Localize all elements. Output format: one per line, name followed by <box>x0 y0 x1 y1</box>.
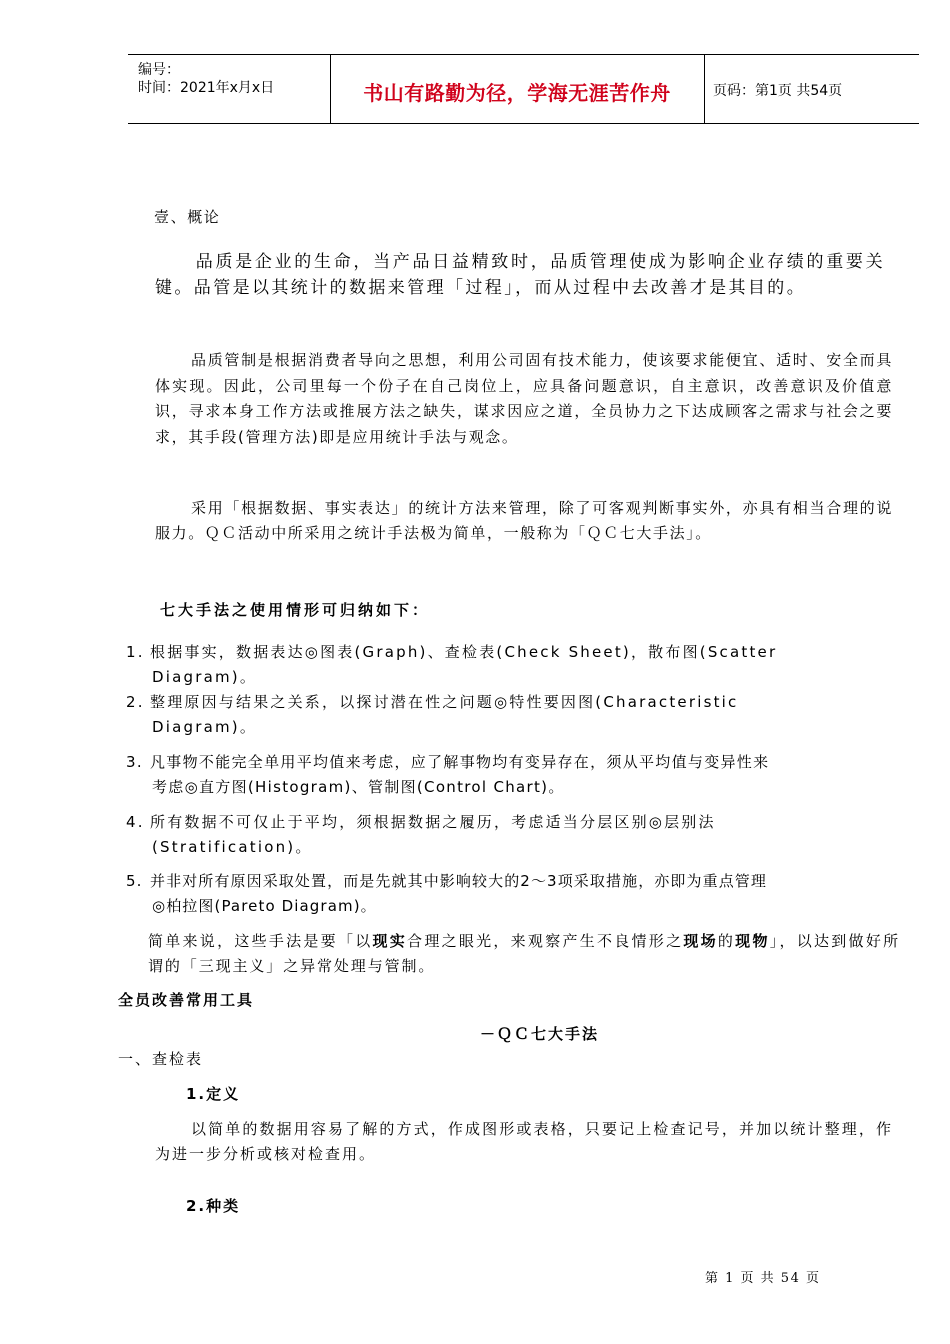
list-line-2: ◎柏拉图(Pareto Diagram)。 <box>152 897 377 915</box>
summary-text-part: 简单来说，这些手法是要「以 <box>148 932 373 950</box>
list-line-1: 整理原因与结果之关系，以探讨潜在性之问题◎特性要因图(Characteristic <box>150 693 739 711</box>
list-number: 1. <box>126 643 145 661</box>
list-line-2: Diagram)。 <box>152 668 258 686</box>
intro-paragraph-2: 品质管制是根据消费者导向之思想，利用公司固有技术能力，使该要求能便宜、适时、安全而具体实现。因此，公司里每一个份子在自己岗位上，应具备问题意识，自主意识，改善意识及价值意识，寻求本身工作方法或推展方法之缺失，谋求因应之道，全员协力之下达成顾客之需求与社会之要求，其手段(管理方法)即是应用统计手法与观念。 <box>155 351 893 446</box>
summary-text-part: 的 <box>717 932 736 950</box>
list-number: 3. <box>126 753 143 771</box>
section-title: 壹、概论 <box>154 208 221 226</box>
summary-emphasis: 现场 <box>683 932 718 950</box>
list-line-1: 并非对所有原因采取处置，而是先就其中影响较大的2～3项采取措施，亦即为重点管理 <box>150 872 767 890</box>
check-sheet-heading: 一、查检表 <box>118 1050 204 1068</box>
list-line-1: 根据事实，数据表达◎图表(Graph)、查检表(Check Sheet)，散布图(Scatter <box>150 643 778 661</box>
header-motto-cell <box>330 55 705 123</box>
summary-paragraph <box>148 929 900 979</box>
header-motto: 书山有路勤为径，学海无涯苦作舟 <box>363 81 671 105</box>
qc-heading: －ＱＣ七大手法 <box>480 1025 600 1043</box>
list-item-3 <box>126 750 896 800</box>
header-page-cell <box>705 55 919 123</box>
intro-paragraph-3: 采用「根据数据、事实表达」的统计方法来管理，除了可客观判断事实外，亦具有相当合理的说服力。ＱＣ活动中所采用之统计手法极为简单，一般称为「ＱＣ七大手法」。 <box>155 499 893 542</box>
list-item-1 <box>126 640 896 690</box>
list-line-2: Diagram)。 <box>152 718 258 736</box>
document-header <box>128 54 919 124</box>
summary-emphasis: 现物 <box>735 932 770 950</box>
list-item-5 <box>126 869 896 919</box>
list-line-2: (Stratification)。 <box>152 838 313 856</box>
list-number: 4. <box>126 813 145 831</box>
list-line-1: 所有数据不可仅止于平均，须根据数据之履历，考虑适当分层区别◎层别法 <box>150 813 716 831</box>
tools-heading: 全员改善常用工具 <box>118 991 255 1009</box>
definition-heading: 1.定义 <box>186 1085 241 1103</box>
intro-paragraph-1: 品质是企业的生命，当产品日益精致时，品质管理使成为影响企业存绩的重要关键。品管是以其统计的数据来管理「过程」，而从过程中去改善才是其目的。 <box>155 252 885 298</box>
header-info-cell <box>128 55 331 123</box>
list-line-2: 考虑◎直方图(Histogram)、管制图(Control Chart)。 <box>152 778 565 796</box>
list-line-1: 凡事物不能完全单用平均值来考虑，应了解事物均有变异存在，须从平均值与变异性来 <box>150 753 770 771</box>
list-item-2 <box>126 690 896 740</box>
list-number: 2. <box>126 693 145 711</box>
definition-text: 以简单的数据用容易了解的方式，作成图形或表格，只要记上检查记号，并加以统计整理，作为进一步分析或核对检查用。 <box>155 1120 893 1163</box>
page-footer: 第 1 页 共 54 页 <box>705 1271 821 1286</box>
summary-emphasis: 现实 <box>372 932 408 950</box>
summary-text-part: 」，以达到做好所谓的「三现主义」之异常处理与管制。 <box>148 932 900 975</box>
document-number-label: 编号： <box>138 62 180 78</box>
summary-heading: 七大手法之使用情形可归纳如下： <box>160 601 431 619</box>
list-item-4 <box>126 810 896 860</box>
types-heading: 2.种类 <box>186 1197 241 1215</box>
header-page-label: 页码：第1页 共54页 <box>713 83 843 99</box>
summary-text-part: 合理之眼光，来观察产生不良情形之 <box>407 932 684 950</box>
document-time-label: 时间：2021年x月x日 <box>138 80 275 96</box>
list-number: 5. <box>126 872 143 890</box>
